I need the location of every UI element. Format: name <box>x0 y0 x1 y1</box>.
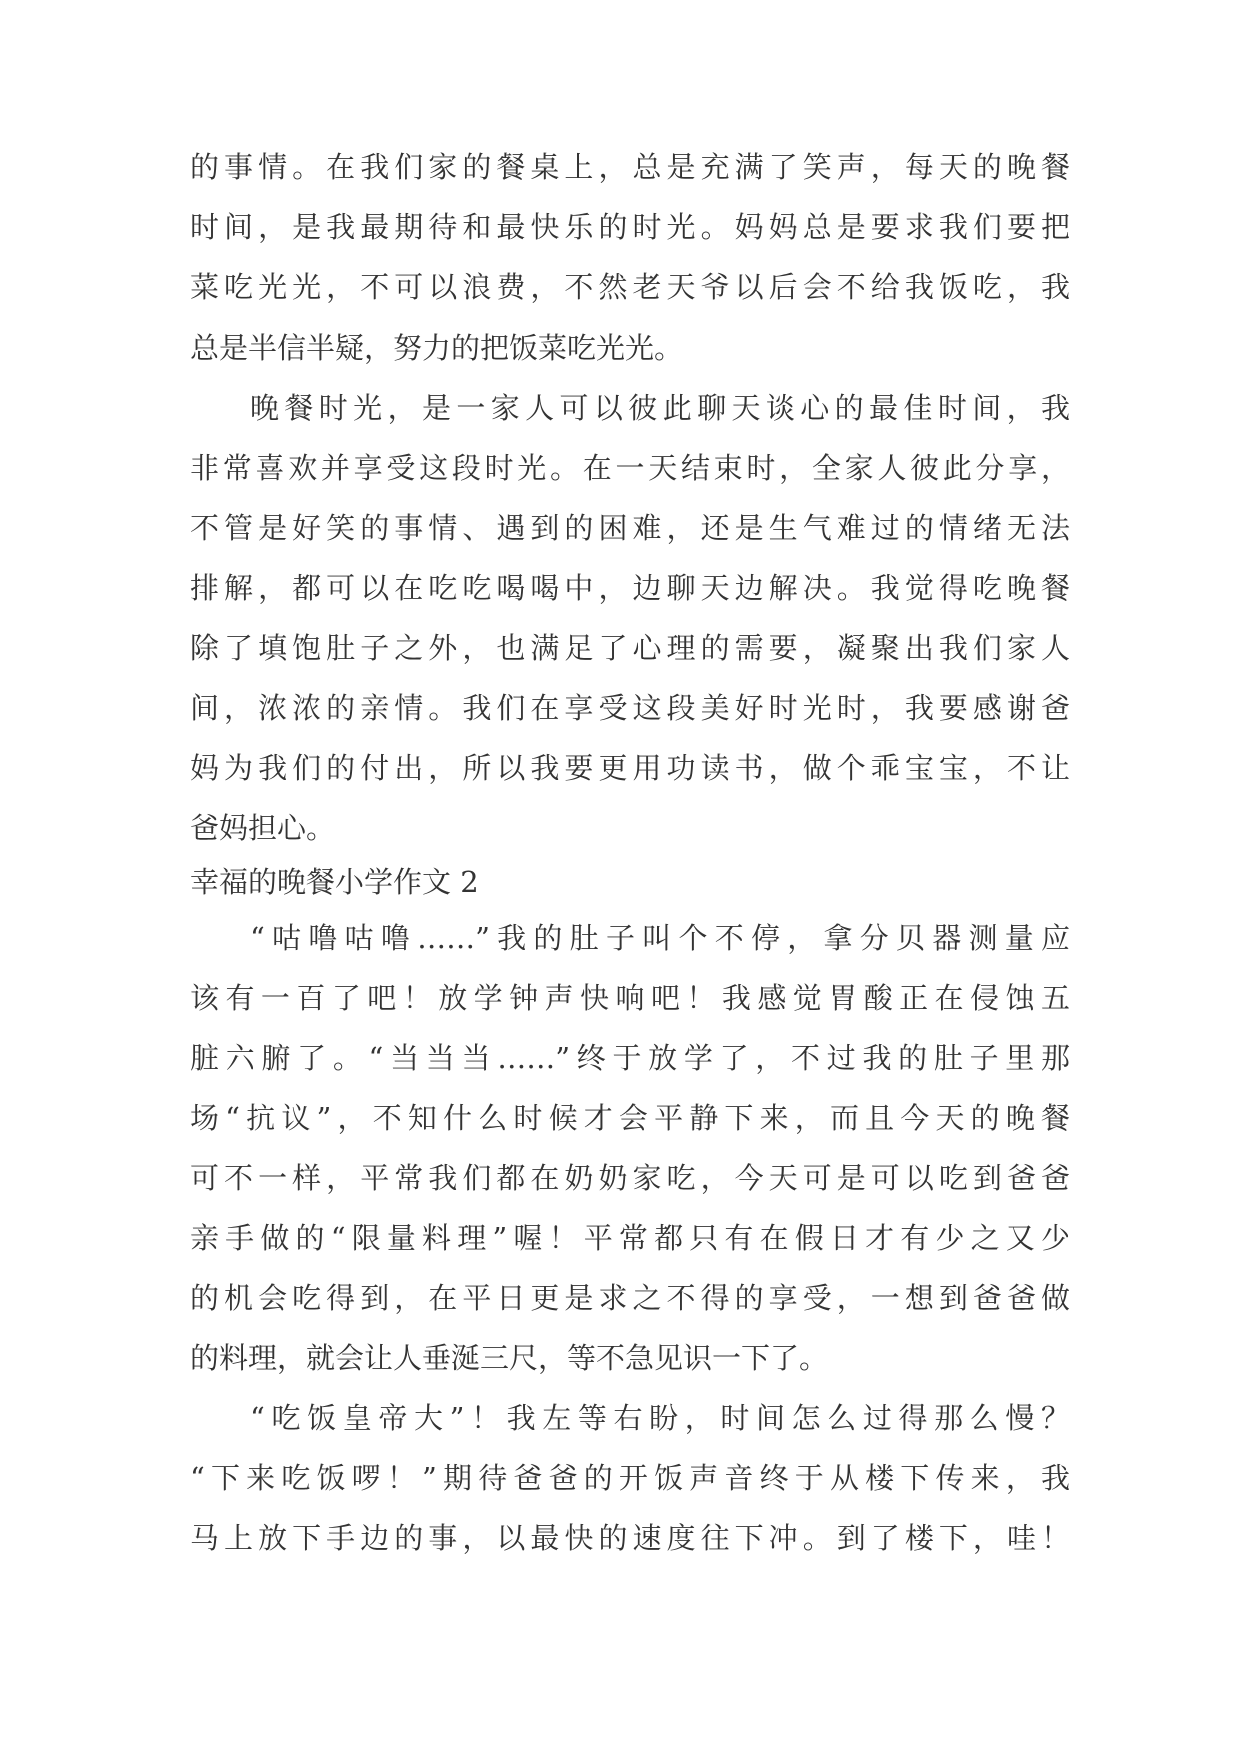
text-line: 场“抗议”，不知什么时候才会平静下来，而且今天的晚餐 <box>190 1101 1070 1135</box>
text-line: 除了填饱肚子之外，也满足了心理的需要，凝聚出我们家人 <box>190 631 1070 665</box>
text-line: 不管是好笑的事情、遇到的困难，还是生气难过的情绪无法 <box>190 511 1070 545</box>
text-line: 菜吃光光，不可以浪费，不然老天爷以后会不给我饭吃，我 <box>190 270 1070 304</box>
section-title: 幸福的晚餐小学作文 2 <box>190 865 479 899</box>
text-line: 马上放下手边的事，以最快的速度往下冲。到了楼下，哇！ <box>190 1521 1070 1555</box>
text-line: 间，浓浓的亲情。我们在享受这段美好时光时，我要感谢爸 <box>190 691 1070 725</box>
text-line: 的机会吃得到，在平日更是求之不得的享受，一想到爸爸做 <box>190 1281 1070 1315</box>
text-line: 非常喜欢并享受这段时光。在一天结束时，全家人彼此分享， <box>190 451 1070 485</box>
text-line: 的事情。在我们家的餐桌上，总是充满了笑声，每天的晚餐 <box>190 150 1070 184</box>
text-line: “咕噜咕噜……”我的肚子叫个不停，拿分贝器测量应 <box>250 921 1070 955</box>
text-line: 脏六腑了。“当当当……”终于放学了，不过我的肚子里那 <box>190 1041 1070 1075</box>
text-line: 妈为我们的付出，所以我要更用功读书，做个乖宝宝，不让 <box>190 751 1070 785</box>
text-line: “吃饭皇帝大”！我左等右盼，时间怎么过得那么慢？ <box>250 1401 1070 1435</box>
text-line: “下来吃饭啰！”期待爸爸的开饭声音终于从楼下传来，我 <box>190 1461 1070 1495</box>
text-line: 总是半信半疑，努力的把饭菜吃光光。 <box>190 331 684 365</box>
text-line: 该有一百了吧！放学钟声快响吧！我感觉胃酸正在侵蚀五 <box>190 981 1070 1015</box>
text-line: 爸妈担心。 <box>190 811 336 845</box>
text-line: 可不一样，平常我们都在奶奶家吃，今天可是可以吃到爸爸 <box>190 1161 1070 1195</box>
text-line: 的料理，就会让人垂涎三尺，等不急见识一下了。 <box>190 1341 829 1375</box>
text-line: 亲手做的“限量料理”喔！平常都只有在假日才有少之又少 <box>190 1221 1070 1255</box>
text-line: 晚餐时光，是一家人可以彼此聊天谈心的最佳时间，我 <box>250 391 1070 425</box>
text-line: 排解，都可以在吃吃喝喝中，边聊天边解决。我觉得吃晚餐 <box>190 571 1070 605</box>
text-line: 时间，是我最期待和最快乐的时光。妈妈总是要求我们要把 <box>190 210 1070 244</box>
